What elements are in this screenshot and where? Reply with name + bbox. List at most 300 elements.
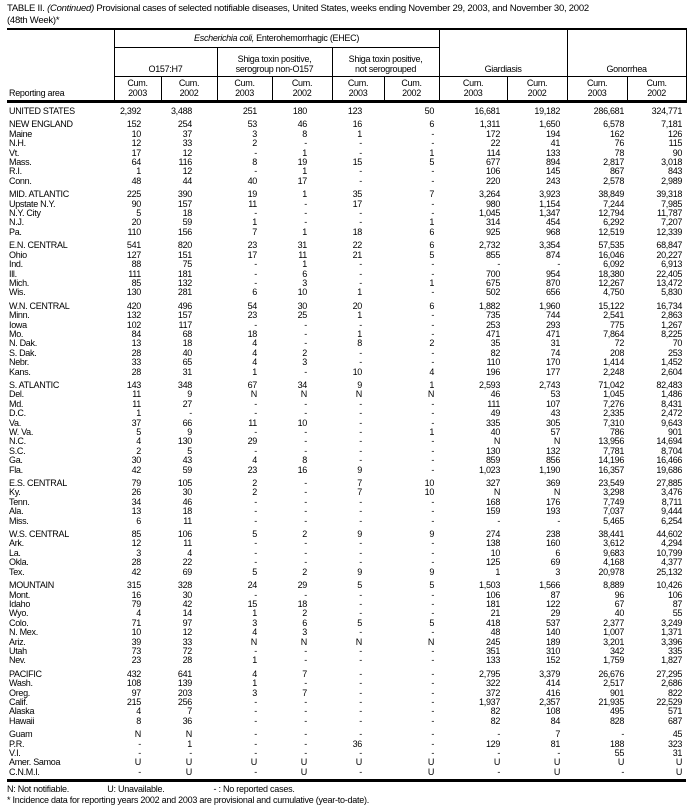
value-cell: - [254, 147, 257, 158]
value-cell: 18 [182, 208, 192, 219]
value-cell: - [304, 208, 307, 219]
value-cell: - [497, 259, 501, 270]
value-cell: 46 [297, 119, 307, 130]
value-cell: 12,794 [598, 208, 625, 219]
value-cell: 123 [347, 106, 362, 116]
value-cell: 2,335 [603, 408, 625, 419]
value-cell: 30 [131, 455, 141, 466]
value-cell: 11 [183, 515, 192, 526]
value-cell: 22 [490, 138, 501, 149]
value-cell: - [431, 557, 435, 568]
value-cell: 310 [545, 645, 561, 656]
value-cell: U [185, 766, 192, 777]
value-cell: - [304, 217, 307, 228]
value-cell: 42 [131, 464, 141, 475]
value-cell: 33 [182, 138, 192, 149]
value-cell: 84 [131, 328, 141, 339]
value-cell: 13 [131, 338, 141, 349]
value-cell: 110 [127, 226, 141, 237]
value-cell: 1,960 [539, 300, 561, 311]
value-cell: - [304, 678, 307, 689]
value-cell: 23 [247, 240, 257, 251]
reporting-area-cell: R.I. [9, 166, 22, 177]
value-cell: 111 [128, 268, 141, 279]
value-cell: 106 [485, 166, 501, 177]
value-cell: 132 [126, 310, 141, 321]
value-cell: 327 [485, 478, 501, 489]
value-cell: 34 [297, 379, 307, 390]
value-cell: - [254, 729, 257, 740]
value-cell: 328 [177, 580, 192, 591]
value-cell: 66 [182, 417, 192, 428]
value-cell: 9 [357, 379, 362, 390]
value-cell: 286,681 [593, 106, 625, 116]
cum-2003-header: Cum. 2003 [114, 77, 161, 102]
value-cell: 700 [485, 268, 501, 279]
value-cell: - [254, 445, 257, 456]
value-cell: 170 [545, 357, 561, 368]
table-row [7, 237, 686, 250]
value-cell: 97 [182, 617, 192, 628]
value-cell: 775 [609, 319, 625, 330]
cum-2002-header: Cum. 2002 [507, 77, 567, 102]
value-cell: 82 [490, 715, 501, 726]
value-cell: 5 [357, 617, 362, 628]
value-cell: 1 [357, 328, 362, 339]
disease-table [7, 28, 687, 777]
value-cell: 3,923 [539, 189, 561, 200]
value-cell: 16,046 [598, 249, 625, 260]
value-cell: - [304, 645, 307, 656]
value-cell: 37 [131, 417, 141, 428]
table-row [7, 679, 686, 688]
value-cell: 180 [292, 106, 307, 116]
value-cell: 2 [252, 478, 257, 489]
value-cell: 19 [247, 189, 257, 200]
value-cell: 874 [545, 249, 561, 260]
reporting-area-cell: C.N.M.I. [9, 766, 40, 777]
table-row [7, 656, 686, 665]
footnote-star: * Incidence data for reporting years 2002 and 2003 are provisional and cumulative (year-to-date). [7, 794, 369, 805]
value-cell: 127 [126, 249, 141, 260]
value-cell: - [304, 547, 307, 558]
value-cell: 822 [667, 687, 683, 698]
value-cell: - [431, 417, 435, 428]
region-group [7, 526, 686, 577]
reporting-area-cell: Kans. [9, 366, 31, 377]
value-cell: 16,734 [656, 300, 683, 311]
value-cell: 1,347 [539, 208, 561, 219]
value-cell: 19,686 [656, 464, 683, 475]
value-cell: 194 [545, 128, 561, 139]
value-cell: 11 [298, 249, 307, 260]
value-cell: 2,863 [661, 310, 683, 321]
value-cell: 26,676 [598, 668, 625, 679]
value-cell: - [189, 748, 192, 758]
value-cell: 40 [182, 347, 192, 358]
value-cell: - [359, 427, 362, 437]
value-cell: 38,441 [598, 529, 625, 540]
value-cell: 870 [545, 277, 561, 288]
value-cell: - [497, 729, 501, 740]
value-cell: 251 [242, 106, 257, 116]
table-row [7, 186, 686, 199]
value-cell: - [431, 319, 435, 330]
table-row [7, 647, 686, 656]
value-cell: - [359, 729, 362, 740]
value-cell: - [304, 436, 307, 447]
reporting-area-cell: N.J. [9, 217, 24, 228]
value-cell: 85 [131, 277, 141, 288]
value-cell: 3,612 [603, 538, 625, 549]
value-cell: 2,578 [603, 175, 625, 186]
value-cell: 108 [545, 706, 561, 717]
value-cell: 3,476 [661, 487, 683, 498]
value-cell: - [497, 515, 501, 526]
value-cell: 33 [182, 636, 192, 647]
value-cell: - [359, 589, 362, 600]
value-cell: 8 [252, 157, 257, 168]
value-cell: 82 [490, 706, 501, 717]
value-cell: 2 [429, 338, 435, 349]
table-row [7, 177, 686, 186]
value-cell: 502 [485, 287, 501, 298]
value-cell: 7,749 [603, 496, 625, 507]
value-cell: 17 [247, 249, 257, 260]
value-cell: N [553, 487, 561, 498]
value-cell: 980 [485, 198, 501, 209]
table-row [7, 419, 686, 428]
value-cell: 390 [177, 189, 192, 200]
table-row [7, 158, 686, 167]
value-cell: 28 [131, 557, 141, 568]
value-cell: 3 [136, 547, 141, 558]
value-cell: 324,771 [651, 106, 683, 116]
value-cell: 7,276 [603, 398, 625, 409]
value-cell: - [304, 408, 307, 419]
table-row [7, 447, 686, 456]
value-cell: - [431, 259, 435, 270]
value-cell: 5 [357, 580, 362, 591]
value-cell: - [254, 515, 257, 526]
value-cell: 3 [302, 357, 307, 368]
reporting-area-cell: Ohio [9, 249, 27, 260]
value-cell: 14,694 [656, 436, 683, 447]
value-cell: 6 [429, 226, 435, 237]
value-cell: 9 [357, 529, 362, 540]
table-row [7, 288, 686, 297]
value-cell: - [304, 715, 307, 726]
value-cell: 23 [247, 310, 257, 321]
value-cell: - [359, 668, 362, 679]
table-row [7, 400, 686, 409]
value-cell: - [431, 715, 435, 726]
reporting-area-cell: D.C. [9, 408, 26, 419]
value-cell: 4 [136, 706, 141, 717]
value-cell: 17 [352, 198, 362, 209]
reporting-area-cell: Ga. [9, 455, 23, 466]
value-cell: 64 [131, 157, 141, 168]
region-group [7, 237, 686, 297]
value-cell: 9 [429, 566, 435, 577]
value-cell: 22 [352, 240, 362, 251]
value-cell: 10 [131, 128, 141, 139]
value-cell: 15,122 [598, 300, 625, 311]
value-cell: 675 [485, 277, 501, 288]
table-row [7, 358, 686, 367]
value-cell: 2,357 [539, 696, 561, 707]
value-cell: 1 [302, 189, 307, 200]
value-cell: 7,864 [603, 328, 625, 339]
reporting-area-cell: Ariz. [9, 636, 26, 647]
value-cell: - [359, 547, 362, 558]
value-cell: 10 [297, 287, 307, 298]
value-cell: - [304, 557, 307, 568]
value-cell: 54 [247, 300, 257, 311]
value-cell: 4 [252, 347, 257, 358]
value-cell: 130 [126, 287, 141, 298]
value-cell: 65 [182, 357, 192, 368]
value-cell: N [300, 636, 307, 647]
reporting-area-cell: Md. [9, 398, 24, 409]
value-cell: 1,371 [661, 627, 683, 638]
value-cell: - [254, 738, 257, 749]
reporting-area-cell: Tex. [9, 566, 25, 577]
value-cell: 2,541 [603, 310, 625, 321]
value-cell: 323 [667, 738, 683, 749]
value-cell: - [431, 645, 435, 656]
value-cell: - [431, 496, 435, 507]
value-cell: 541 [126, 240, 141, 251]
value-cell: - [359, 347, 362, 358]
reporting-area-cell: Wis. [9, 287, 26, 298]
table-row [7, 488, 686, 497]
value-cell: 20 [352, 300, 362, 311]
reporting-area-cell: S. Dak. [9, 347, 37, 358]
value-cell: 12 [131, 538, 141, 549]
table-row [7, 591, 686, 600]
table-row [7, 717, 686, 726]
value-cell: - [359, 748, 362, 758]
value-cell: 42 [182, 598, 192, 609]
value-cell: 293 [545, 319, 561, 330]
value-cell: - [621, 729, 625, 740]
reporting-area-cell: Tenn. [9, 496, 30, 507]
reporting-area-header: Reporting area [7, 29, 114, 102]
value-cell: - [431, 655, 435, 666]
table-row [7, 200, 686, 209]
table-row [7, 666, 686, 679]
table-row [7, 409, 686, 418]
value-cell: 14 [182, 608, 192, 619]
reporting-area-cell: Guam [9, 729, 33, 740]
value-cell: - [359, 277, 362, 288]
value-cell: 281 [177, 287, 192, 298]
value-cell: 45 [672, 729, 683, 740]
value-cell: 114 [486, 147, 501, 158]
value-cell: - [431, 729, 435, 740]
value-cell: 416 [545, 687, 561, 698]
value-cell: 29 [297, 580, 307, 591]
value-cell: 13,472 [656, 277, 683, 288]
value-cell: 28 [131, 366, 141, 377]
value-cell: 1 [252, 655, 257, 666]
table-row [7, 209, 686, 218]
value-cell: 1 [357, 310, 362, 321]
table-row [7, 768, 686, 777]
table-row [7, 577, 686, 590]
table-row [7, 349, 686, 358]
value-cell: - [304, 655, 307, 666]
value-cell: 12 [182, 147, 192, 158]
table-row [7, 517, 686, 526]
value-cell: 305 [545, 417, 561, 428]
value-cell: 79 [131, 598, 141, 609]
value-cell: 1,759 [603, 655, 625, 666]
value-cell: 48 [131, 175, 141, 186]
value-cell: 97 [131, 687, 141, 698]
value-cell: - [359, 208, 362, 219]
value-cell: 315 [126, 580, 141, 591]
value-cell: 2 [302, 566, 307, 577]
value-cell: 4 [136, 608, 141, 619]
value-cell: 2,817 [603, 157, 625, 168]
value-cell: 1,486 [661, 389, 683, 400]
value-cell: 5 [252, 566, 257, 577]
value-cell: 81 [550, 738, 561, 749]
value-cell: 46 [182, 496, 192, 507]
value-cell: 8,225 [661, 328, 683, 339]
table-row [7, 498, 686, 507]
cum-2002-header: Cum. 2002 [272, 77, 332, 102]
footnote-u: U: Unavailable. [107, 784, 165, 795]
value-cell: - [359, 608, 362, 619]
value-cell: 55 [672, 608, 683, 619]
value-cell: 143 [126, 379, 141, 390]
value-cell: 495 [609, 706, 625, 717]
value-cell: - [304, 696, 307, 707]
value-cell: 13 [131, 506, 141, 517]
value-cell: 3 [252, 687, 257, 698]
value-cell: 894 [545, 157, 561, 168]
gonorrhea-group-header: Gonorrhea [567, 29, 686, 77]
value-cell: 23 [131, 655, 141, 666]
value-cell: 256 [177, 696, 192, 707]
reporting-area-cell: Alaska [9, 706, 35, 717]
value-cell: 42 [131, 566, 141, 577]
value-cell: 6,092 [603, 259, 625, 270]
table-row [7, 609, 686, 618]
value-cell: - [431, 696, 435, 707]
value-cell: 7 [252, 226, 257, 237]
value-cell: 9,643 [661, 417, 683, 428]
table-row [7, 600, 686, 609]
title-continued: (Continued) [47, 3, 94, 14]
value-cell: 10 [490, 547, 501, 558]
value-cell: - [431, 166, 435, 177]
value-cell: 6 [429, 119, 435, 130]
value-cell: 208 [609, 347, 625, 358]
value-cell: 220 [485, 175, 501, 186]
value-cell: - [254, 268, 257, 279]
value-cell: 7,310 [603, 417, 625, 428]
value-cell: 203 [177, 687, 192, 698]
table-row [7, 689, 686, 698]
reporting-area-cell: Mo. [9, 328, 24, 339]
value-cell: - [359, 715, 362, 726]
value-cell: 36 [352, 738, 362, 749]
region-group [7, 186, 686, 237]
value-cell: 656 [545, 287, 561, 298]
value-cell: U [427, 757, 435, 768]
reporting-area-cell: Del. [9, 389, 24, 400]
value-cell: 69 [182, 566, 192, 577]
value-cell: 4 [252, 338, 257, 349]
value-cell: 4 [136, 436, 141, 447]
value-cell: 90 [672, 147, 683, 158]
table-row [7, 377, 686, 390]
value-cell: 168 [485, 496, 501, 507]
value-cell: - [304, 496, 307, 507]
value-cell: 15 [352, 157, 362, 168]
value-cell: 20,227 [656, 249, 683, 260]
value-cell: - [304, 138, 307, 149]
value-cell: 2,248 [603, 366, 625, 377]
value-cell: 22,405 [656, 268, 683, 279]
value-cell: - [431, 538, 435, 549]
value-cell: 7,207 [661, 217, 683, 228]
o157-header: O157:H7 [114, 48, 217, 77]
value-cell: 6 [429, 300, 435, 311]
value-cell: 6,913 [661, 259, 683, 270]
value-cell: 856 [545, 455, 561, 466]
value-cell: 28 [131, 347, 141, 358]
value-cell: 17 [297, 175, 307, 186]
value-cell: 348 [177, 379, 192, 390]
value-cell: - [431, 208, 435, 219]
reporting-area-cell: N.C. [9, 436, 26, 447]
reporting-area-cell: Upstate N.Y. [9, 198, 56, 209]
reporting-area-cell: MOUNTAIN [9, 580, 54, 591]
value-cell: 19 [297, 157, 307, 168]
value-cell: N [134, 729, 141, 740]
value-cell: - [359, 645, 362, 656]
value-cell: 48 [490, 627, 501, 638]
value-cell: 27,295 [656, 668, 683, 679]
value-cell: - [431, 506, 435, 517]
reporting-area-cell: N. Mex. [9, 627, 38, 638]
value-cell: 7 [302, 668, 307, 679]
value-cell: U [300, 766, 307, 777]
table-row [7, 628, 686, 637]
value-cell: 10 [297, 417, 307, 428]
value-cell: 9 [187, 427, 192, 437]
value-cell: 157 [177, 310, 192, 321]
value-cell: 1 [252, 608, 257, 619]
value-cell: 786 [609, 427, 625, 437]
value-cell: - [254, 547, 257, 558]
value-cell: 867 [609, 166, 625, 177]
value-cell: 130 [485, 445, 501, 456]
value-cell: 111 [487, 398, 501, 409]
value-cell: - [304, 738, 307, 749]
value-cell: - [359, 259, 362, 270]
reporting-area-cell: Miss. [9, 515, 29, 526]
value-cell: 369 [545, 478, 561, 489]
value-cell: 84 [550, 715, 561, 726]
value-cell: 53 [550, 389, 561, 400]
ehec-group-header: Escherichia coli, Enterohemorrhagic (EHEC) [114, 29, 439, 48]
